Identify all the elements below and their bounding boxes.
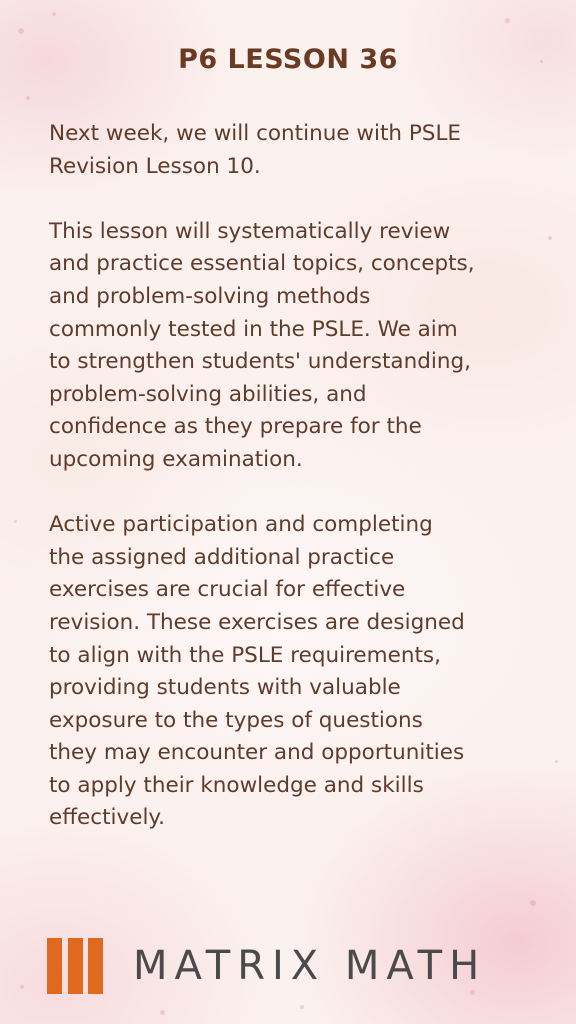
background-speck (14, 520, 17, 523)
brand-logo (47, 938, 486, 994)
background-speck (26, 96, 30, 100)
background-speck (505, 18, 510, 23)
paragraph-practice-note: Active participation and completing the assigned additional practice exercises are crucial for effective revision. These exercises are designed to align with the PSLE requirements, providing students with valuable exposure to the types of questions they may encounter and opportunities to apply their knowledge and skills effectively. (49, 512, 465, 831)
page-title: P6 LESSON 36 (178, 44, 398, 75)
matrix-math-logo-icon (47, 938, 103, 994)
background-speck (52, 12, 56, 16)
paragraph-intro: Next week, we will continue with PSLE Revision Lesson 10. (49, 121, 462, 179)
logo-bar (47, 938, 62, 994)
brand-name: MATRIX MATH (133, 943, 487, 989)
background-speck (160, 1010, 165, 1015)
background-speck (18, 28, 24, 34)
background-speck (20, 985, 24, 989)
logo-bar (68, 938, 83, 994)
background-speck (300, 1005, 304, 1009)
background-speck (530, 900, 536, 906)
paragraph-lesson-overview: This lesson will systematically review and practice essential topics, concepts, and problem-solving methods commonly tested in the PSLE. We aim to strengthen students' understanding, problem-solving abilities, and confidence as they prepare for the upcoming examination. (49, 218, 475, 472)
logo-bar (88, 938, 103, 994)
lesson-description (49, 118, 559, 868)
